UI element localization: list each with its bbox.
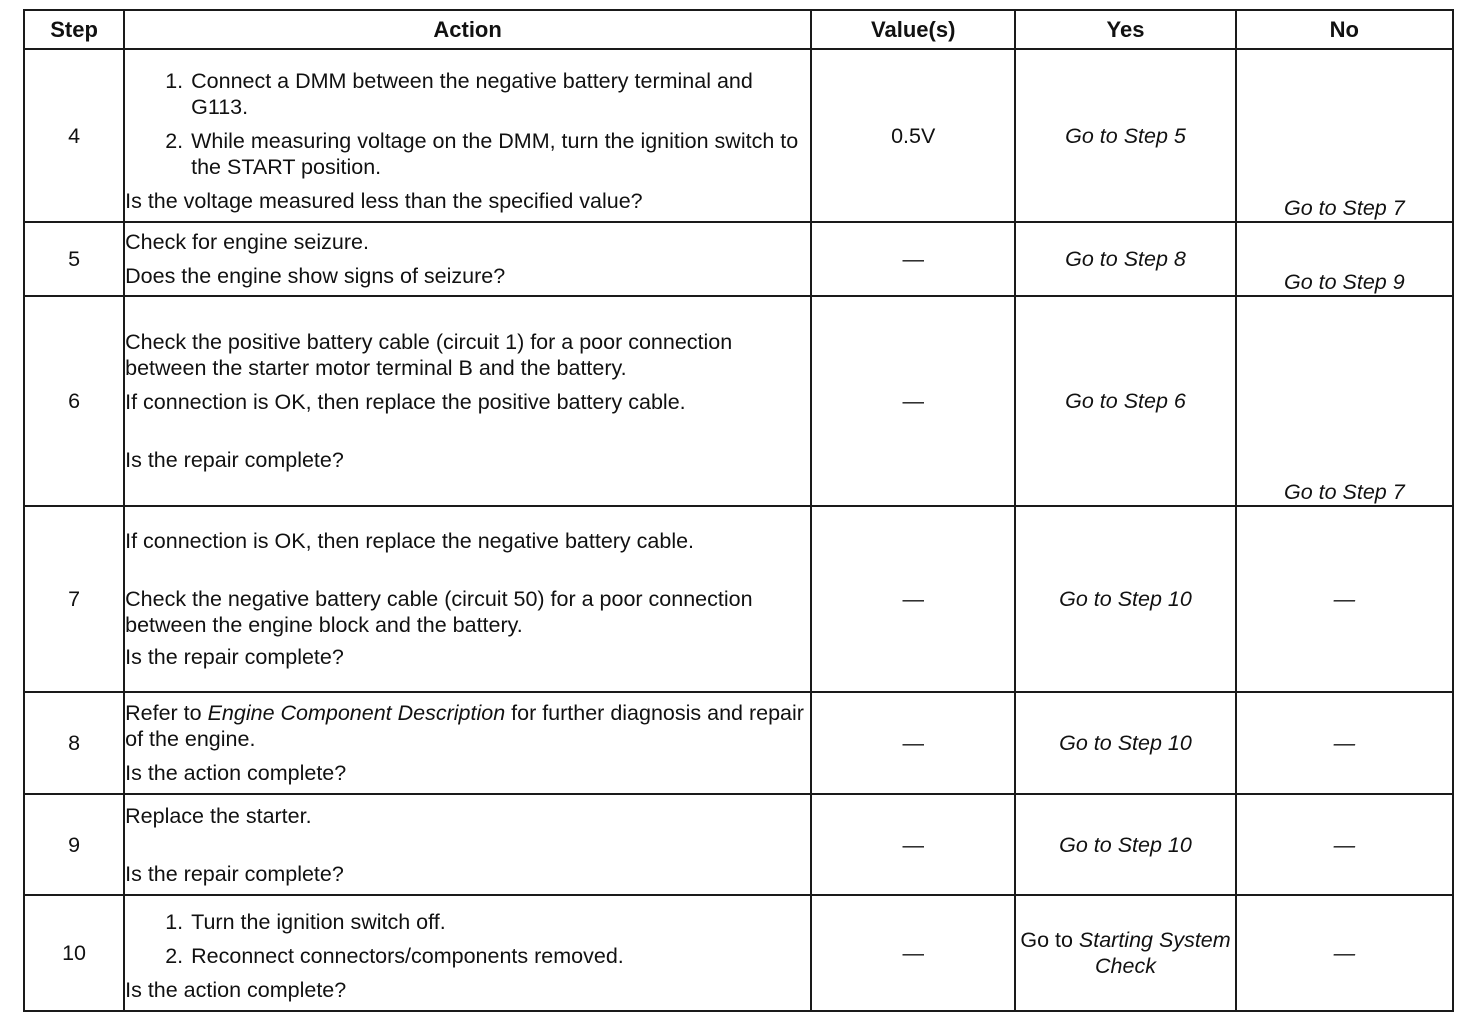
no-cell: — <box>1236 794 1453 895</box>
no-cell: — <box>1236 895 1453 1011</box>
table-row-step-6 <box>24 296 1453 506</box>
header-row <box>24 10 1453 49</box>
action-text: Check the negative battery cable (circuit 50) for a poor connection between the engine block and the battery. <box>125 587 753 637</box>
value-cell: 0.5V <box>811 49 1015 222</box>
step-number: 6 <box>24 296 124 506</box>
header-yes: Yes <box>1015 10 1235 49</box>
ref-suffix: for further diagnosis and repair of the engine. <box>125 701 804 751</box>
yes-cell: Go to Step 10 <box>1015 506 1235 692</box>
table-row-step-8 <box>24 692 1453 794</box>
table-row-step-4 <box>24 49 1453 222</box>
no-cell: Go to Step 7 <box>1236 296 1453 506</box>
action-text <box>125 700 810 752</box>
list-text: While measuring voltage on the DMM, turn the ignition switch to the START position. <box>191 128 799 179</box>
yes-cell: Go to Step 10 <box>1015 794 1235 895</box>
action-text: If connection is OK, then replace the negative battery cable. <box>125 529 695 553</box>
action-cell <box>124 794 811 895</box>
list-text: Reconnect connectors/components removed. <box>191 944 624 968</box>
action-text: Check for engine seizure. <box>125 230 369 254</box>
action-list <box>125 68 810 180</box>
list-number: 2. <box>165 128 184 153</box>
step-number: 8 <box>24 692 124 794</box>
action-cell <box>124 222 811 296</box>
action-cell <box>124 692 811 794</box>
ref-document-title: Engine Component Description <box>207 701 506 725</box>
step-number: 4 <box>24 49 124 222</box>
header-step: Step <box>24 10 124 49</box>
yes-cell: Go to Step 8 <box>1015 222 1235 296</box>
action-question: Does the engine show signs of seizure? <box>125 264 506 288</box>
action-cell <box>124 895 811 1011</box>
step-number: 7 <box>24 506 124 692</box>
action-question: Is the voltage measured less than the specified value? <box>125 188 643 213</box>
action-list <box>125 909 810 969</box>
action-text: Check the positive battery cable (circuit 1) for a poor connection between the starter motor terminal B and the battery. <box>125 330 733 380</box>
action-cell <box>124 506 811 692</box>
action-text: If connection is OK, then replace the positive battery cable. <box>125 390 686 414</box>
header-value: Value(s) <box>811 10 1015 49</box>
header-no: No <box>1236 10 1453 49</box>
list-text: Connect a DMM between the negative battery terminal and G113. <box>191 68 753 119</box>
table-row-step-10 <box>24 895 1453 1011</box>
yes-cell <box>1015 895 1235 1011</box>
action-cell <box>124 296 811 506</box>
action-list-item <box>125 909 810 935</box>
action-question: Is the repair complete? <box>125 448 344 472</box>
action-cell <box>124 49 811 222</box>
action-question: Is the repair complete? <box>125 861 344 886</box>
diagnostic-table <box>23 9 1454 1012</box>
table-row-step-9 <box>24 794 1453 895</box>
no-cell: Go to Step 9 <box>1236 222 1453 296</box>
step-number: 5 <box>24 222 124 296</box>
value-cell: — <box>811 296 1015 506</box>
list-number: 1. <box>165 910 184 934</box>
yes-cell: Go to Step 6 <box>1015 296 1235 506</box>
action-list-item <box>125 68 810 120</box>
yes-prefix: Go to <box>1020 928 1079 952</box>
header-action: Action <box>124 10 811 49</box>
action-list-item <box>125 943 810 969</box>
table-row-step-7 <box>24 506 1453 692</box>
value-cell: — <box>811 222 1015 296</box>
list-number: 1. <box>165 68 184 93</box>
no-cell: — <box>1236 692 1453 794</box>
step-number: 9 <box>24 794 124 895</box>
list-text: Turn the ignition switch off. <box>191 910 446 934</box>
yes-cell: Go to Step 5 <box>1015 49 1235 222</box>
table-row-step-5 <box>24 222 1453 296</box>
step-number: 10 <box>24 895 124 1011</box>
ref-prefix: Refer to <box>125 701 208 725</box>
action-list-item <box>125 128 810 180</box>
yes-reference: Starting System Check <box>1078 928 1231 978</box>
yes-cell: Go to Step 10 <box>1015 692 1235 794</box>
value-cell: — <box>811 895 1015 1011</box>
value-cell: — <box>811 506 1015 692</box>
action-text: Replace the starter. <box>125 803 312 828</box>
action-question: Is the repair complete? <box>125 645 344 669</box>
value-cell: — <box>811 692 1015 794</box>
action-question: Is the action complete? <box>125 761 347 785</box>
no-cell: Go to Step 7 <box>1236 49 1453 222</box>
value-cell: — <box>811 794 1015 895</box>
list-number: 2. <box>165 944 184 968</box>
no-cell: — <box>1236 506 1453 692</box>
action-question: Is the action complete? <box>125 978 347 1002</box>
